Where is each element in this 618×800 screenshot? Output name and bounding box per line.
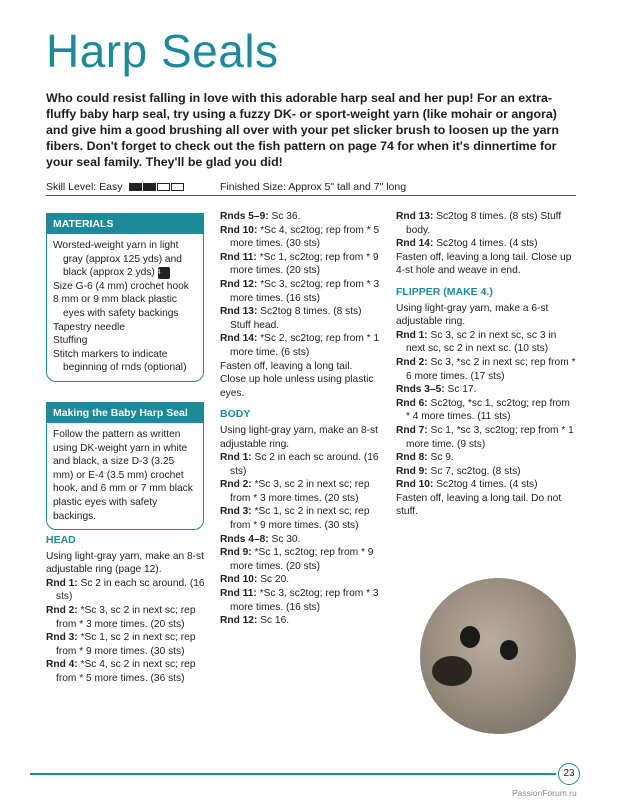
pattern-row: Rnd 10: Sc2tog 4 times. (4 sts): [396, 479, 538, 491]
column-2: [220, 210, 380, 628]
divider: [46, 195, 576, 196]
finished-value: Approx 5" tall and 7" long: [288, 181, 407, 193]
body-heading: BODY: [220, 408, 251, 421]
pattern-row: Rnds 5–9: Sc 36.: [220, 211, 301, 222]
materials-item: Stitch markers to indicate beginning of rnds (optional): [53, 348, 187, 374]
pattern-row: Rnds 4–8: Sc 30.: [220, 533, 301, 545]
pattern-row: Rnd 2: *Sc 3, sc 2 in next sc; rep from * 3 more times. (20 sts): [220, 479, 370, 504]
flipper-heading: FLIPPER (MAKE 4.): [396, 285, 493, 298]
head-section: [46, 534, 206, 686]
pattern-row: Rnd 10: *Sc 4, sc2tog; rep from * 5 more times. (30 sts): [220, 224, 380, 250]
materials-box: [46, 213, 204, 382]
pattern-row: Rnd 8: Sc 9.: [396, 452, 454, 464]
finished-label: Finished Size:: [220, 181, 286, 193]
skill-level: [46, 181, 185, 193]
seal-eye: [460, 626, 480, 648]
materials-item: Tapestry needle: [53, 321, 125, 333]
materials-item: Size G-6 (4 mm) crochet hook: [53, 280, 189, 292]
pattern-row: Rnd 2: Sc 3, *sc 2 in next sc; rep from * 6 more times. (17 sts): [396, 356, 576, 382]
materials-item: Worsted-weight yarn in light gray (approx 125 yds) and black (approx 2 yds) 4: [53, 240, 182, 279]
fasten-off-note: Fasten off, leaving a long tail. Close up 4-st hole and weave in end.: [396, 251, 572, 277]
body-intro: Using light-gray yarn, make an 8-st adjustable ring.: [220, 424, 378, 450]
pattern-row: Rnd 1: Sc 2 in each sc around. (16 sts): [220, 452, 379, 477]
skill-level-icon: [129, 181, 185, 193]
pattern-row: Rnd 13: Sc2tog 8 times. (8 sts) Stuff body.: [396, 211, 562, 236]
pattern-row: Rnd 10: Sc 20.: [220, 574, 290, 586]
flipper-intro: Using light-gray yarn, make a 6-st adjustable ring.: [396, 302, 549, 328]
pattern-row: Rnd 2: *Sc 3, sc 2 in next sc; rep from * 3 more times. (20 sts): [46, 604, 196, 630]
pattern-row: Rnd 3: *Sc 1, sc 2 in next sc; rep from * 9 more times. (30 sts): [220, 506, 370, 532]
pattern-row: Rnd 3: *Sc 1, sc 2 in next sc; rep from * 9 more times. (30 sts): [46, 632, 196, 657]
head-intro: Using light-gray yarn, make an 8-st adjustable ring (page 12).: [46, 550, 204, 576]
pattern-row: Rnd 11: *Sc 3, sc2tog; rep from * 3 more times. (16 sts): [220, 588, 379, 613]
page-number: 23: [558, 763, 580, 785]
fasten-off-note: Fasten off, leaving a long tail. Do not stuff.: [396, 492, 562, 518]
pattern-row: Rnd 1: Sc 2 in each sc around. (16 sts): [46, 577, 205, 603]
seal-eye: [500, 640, 518, 660]
pattern-row: Rnd 11: *Sc 1, sc2tog; rep from * 9 more times. (20 sts): [220, 251, 379, 277]
baby-heading: Making the Baby Harp Seal: [47, 403, 203, 423]
finished-size: [220, 181, 406, 193]
pattern-row: Rnd 14: Sc2tog 4 times. (4 sts): [396, 238, 538, 250]
pattern-row: Rnd 7: Sc 1, *sc 3, sc2tog; rep from * 1 more time. (9 sts): [396, 424, 574, 450]
page-title: Harp Seals: [46, 25, 279, 77]
yarn-weight-icon: 4: [158, 267, 170, 279]
pattern-row: Rnd 4: *Sc 4, sc 2 in next sc; rep from * 5 more times. (36 sts): [46, 659, 196, 684]
seal-nose: [432, 656, 472, 686]
pattern-row: Rnd 12: Sc 16.: [220, 615, 290, 627]
skill-value: Easy: [99, 181, 123, 193]
head-heading: HEAD: [46, 534, 76, 546]
materials-heading: MATERIALS: [47, 214, 203, 234]
pattern-row: Rnd 9: *Sc 1, sc2tog; rep from * 9 more times. (20 sts): [220, 547, 374, 572]
pattern-row: Rnds 3–5: Sc 17.: [396, 384, 477, 396]
footer-rule: [30, 773, 556, 775]
pattern-row: Rnd 14: *Sc 2, sc2tog; rep from * 1 more time. (6 sts): [220, 333, 380, 358]
intro-paragraph: Who could resist falling in love with this adorable harp seal and her pup! For an extra-fluffy baby harp seal, try using a fuzzy DK- or sport-weight yarn (like mohair or angora) and give him a good brushing all over with your pet slicker brush to loosen up the yarn fibers. Don't forget to check out the fish pattern on page 74 for when it's dinnertime for your seal family. They'll be glad you did!: [46, 91, 559, 169]
pattern-row: Rnd 1: Sc 3, sc 2 in next sc, sc 3 in next sc, sc 2 in next sc. (10 sts): [396, 329, 557, 355]
watermark: PassionForum.ru: [512, 788, 577, 798]
pattern-row: Rnd 13: Sc2tog 8 times. (8 sts) Stuff head.: [220, 306, 362, 331]
materials-item: 8 mm or 9 mm black plastic eyes with safety backings: [53, 294, 179, 319]
fasten-off-note: Fasten off, leaving a long tail. Close up hole unless using plastic eyes.: [220, 360, 374, 399]
column-3: [396, 210, 576, 519]
pattern-row: Rnd 6: Sc2tog, *sc 1, sc2tog; rep from * 4 more times. (11 sts): [396, 397, 570, 423]
baby-seal-box: [46, 402, 204, 530]
pattern-row: Rnd 12: *Sc 3, sc2tog; rep from * 3 more times. (16 sts): [220, 278, 380, 304]
baby-text: Follow the pattern as written using DK-weight yarn in white and black, a size D-3 (3.25 mm) or E-4 (3.5 mm) crochet hook, and 6 mm or 7 mm black plastic eyes with safety backings.: [53, 429, 193, 522]
skill-label: Skill Level:: [46, 181, 97, 193]
materials-item: Stuffing: [53, 335, 88, 347]
pattern-row: Rnd 9: Sc 7, sc2tog. (8 sts): [396, 465, 521, 477]
seal-photo: [420, 578, 576, 734]
